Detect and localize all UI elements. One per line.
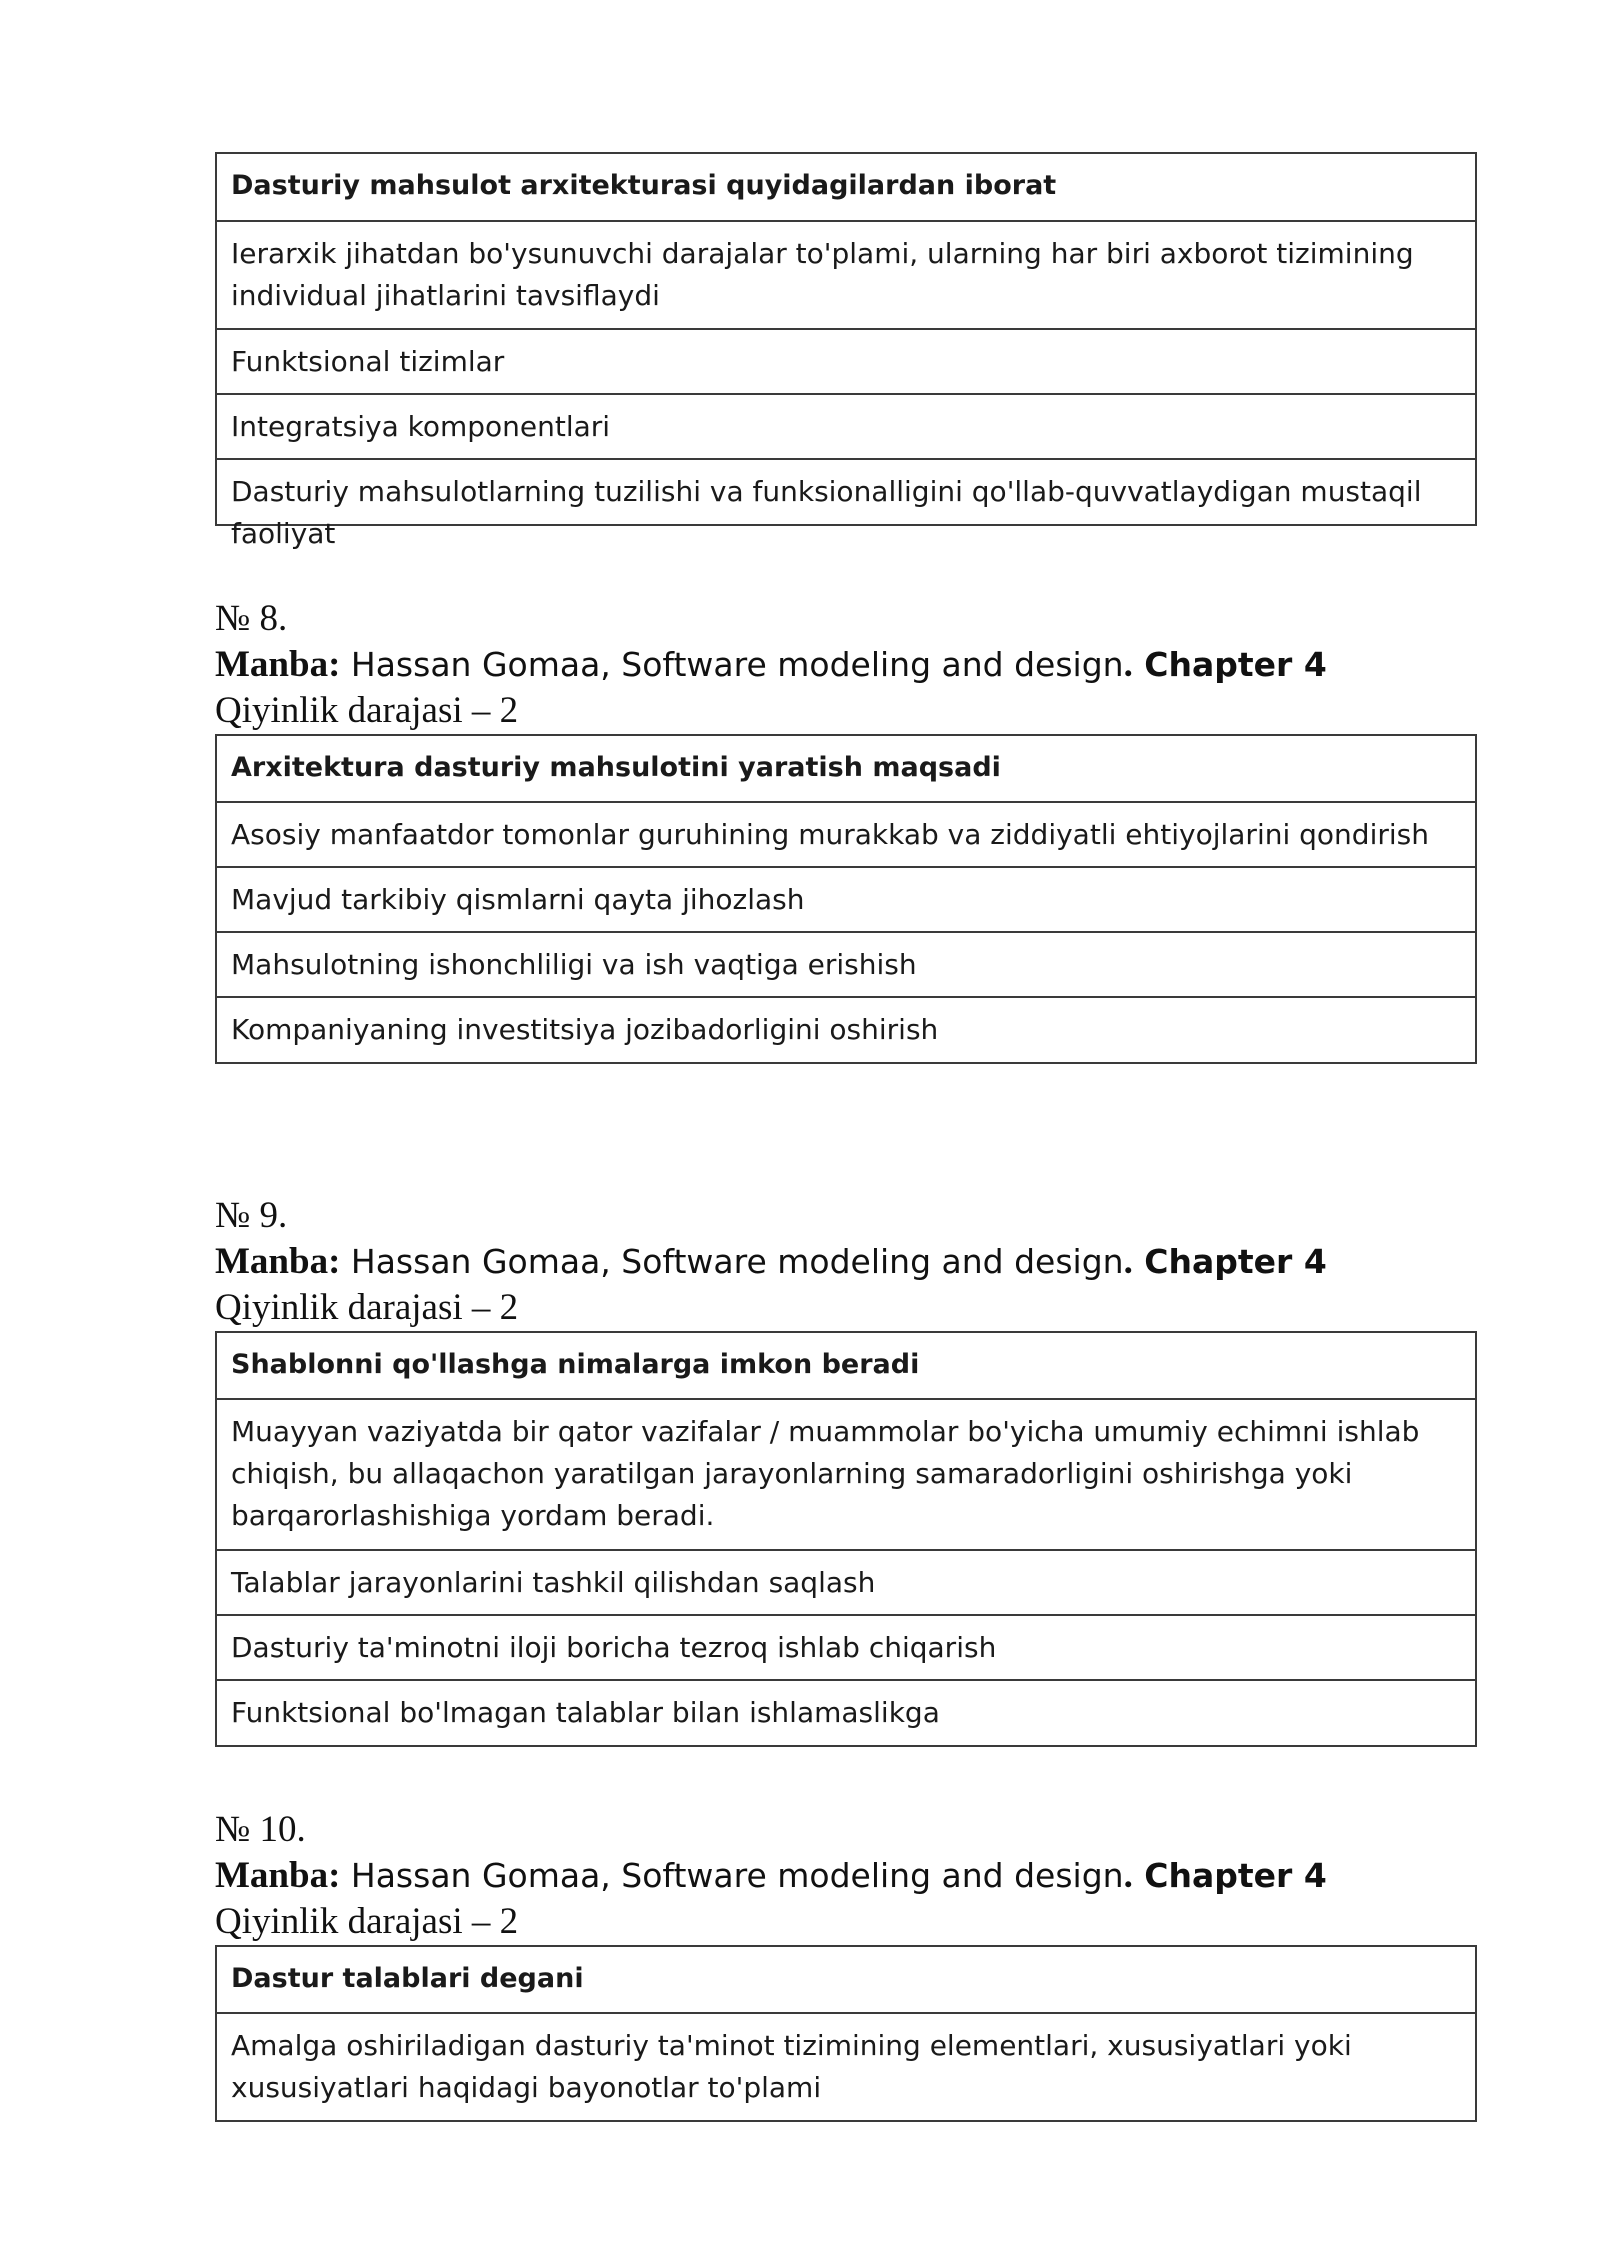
answer-option: Dasturiy ta'minotni iloji boricha tezroq ishlab chiqarish — [217, 1614, 1475, 1679]
answer-option: Talablar jarayonlarini tashkil qilishdan saqlash — [217, 1549, 1475, 1614]
source-dot: . — [1123, 1241, 1133, 1282]
answer-option: Mavjud tarkibiy qismlarni qayta jihozlash — [217, 866, 1475, 931]
answer-option: Muayyan vaziyatda bir qator vazifalar / muammolar bo'yicha umumiy echimni ishlab chiqish, bu allaqachon yaratilgan jarayonlarning samaradorligini oshirishga yoki barqarorlashishiga yordam beradi. — [217, 1398, 1475, 1549]
answer-option: Funktsional bo'lmagan talablar bilan ishlamaslikga — [217, 1679, 1475, 1745]
source-text: Hassan Gomaa, Software modeling and design — [340, 1242, 1124, 1281]
question-block-7 — [215, 152, 1477, 550]
source-chapter: Chapter 4 — [1132, 645, 1327, 684]
source-dot: . — [1123, 644, 1133, 685]
difficulty-level: Qiyinlik darajasi – 2 — [215, 1287, 519, 1328]
question-table — [215, 152, 1477, 550]
source-text: Hassan Gomaa, Software modeling and design — [340, 645, 1124, 684]
source-line — [215, 642, 1477, 688]
answer-option: Dasturiy mahsulotlarning tuzilishi va funksionalligini qo'llab-quvvatlaydigan mustaqil faoliyat — [217, 458, 1475, 524]
source-label: Manba: — [215, 644, 341, 685]
source-chapter: Chapter 4 — [1132, 1242, 1327, 1281]
answer-option: Kompaniyaning investitsiya jozibadorligini oshirish — [217, 996, 1475, 1062]
difficulty-level: Qiyinlik darajasi – 2 — [215, 690, 519, 731]
question-text: Shablonni qo'llashga nimalarga imkon beradi — [231, 1349, 920, 1380]
question-text: Dasturiy mahsulot arxitekturasi quyidagilardan iborat — [231, 170, 1057, 201]
source-chapter: Chapter 4 — [1132, 1856, 1327, 1895]
question-number: № 9. — [215, 1195, 288, 1236]
question-number: № 8. — [215, 598, 288, 639]
question-block-8 — [215, 596, 1477, 1064]
question-table — [215, 1331, 1477, 1747]
source-label: Manba: — [215, 1855, 341, 1896]
question-table — [215, 1945, 1477, 2122]
source-line — [215, 1853, 1477, 1899]
question-block-10 — [215, 1807, 1477, 2122]
source-label: Manba: — [215, 1241, 341, 1282]
question-number: № 10. — [215, 1809, 306, 1850]
answer-option: Funktsional tizimlar — [217, 328, 1475, 393]
answer-option: Ierarxik jihatdan bo'ysunuvchi darajalar to'plami, ularning har biri axborot tizimining individual jihatlarini tavsiflaydi — [217, 220, 1475, 328]
answer-option: Mahsulotning ishonchliligi va ish vaqtiga erishish — [217, 931, 1475, 996]
difficulty-level: Qiyinlik darajasi – 2 — [215, 1901, 519, 1942]
answer-option: Amalga oshiriladigan dasturiy ta'minot tizimining elementlari, xususiyatlari yoki xususiyatlari haqidagi bayonotlar to'plami — [217, 2012, 1475, 2120]
question-text: Dastur talablari degani — [231, 1963, 584, 1994]
question-block-9 — [215, 1193, 1477, 1747]
source-text: Hassan Gomaa, Software modeling and design — [340, 1856, 1124, 1895]
question-text: Arxitektura dasturiy mahsulotini yaratish maqsadi — [231, 752, 1001, 783]
answer-option: Integratsiya komponentlari — [217, 393, 1475, 458]
answer-option: Asosiy manfaatdor tomonlar guruhining murakkab va ziddiyatli ehtiyojlarini qondirish — [217, 801, 1475, 866]
source-dot: . — [1123, 1855, 1133, 1896]
question-table — [215, 734, 1477, 1064]
source-line — [215, 1239, 1477, 1285]
